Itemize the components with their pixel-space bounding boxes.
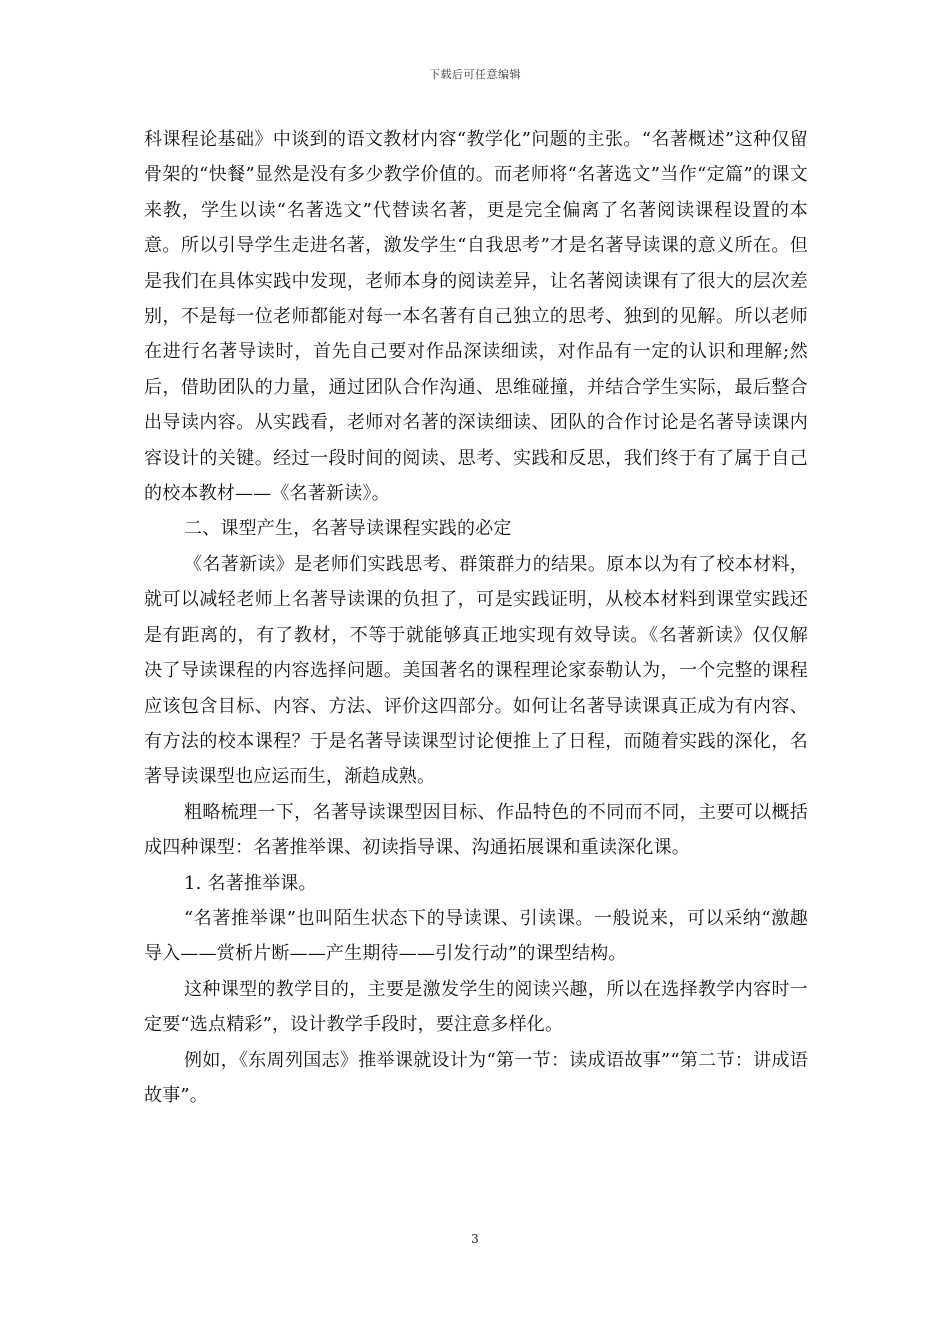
- paragraph: 《名著新读》是老师们实践思考、群策群力的结果。原本以为有了校本材料，就可以减轻老师上名著导读课的负担了，可是实践证明，从校本材料到课堂实践还是有距离的，有了教材，不等于就能够真正地实现有效导读。《名著新读》仅仅解决了导读课程的内容选择问题。美国著名的课程理论家泰勒认为，一个完整的课程应该包含目标、内容、方法、评价这四部分。如何让名著导读课真正成为有内容、有方法的校本课程？于是名著导读课型讨论便推上了日程，而随着实践的深化，名著导读课型也应运而生，渐趋成熟。: [144, 553, 808, 788]
- body-text: [144, 122, 808, 1113]
- paragraph: 这种课型的教学目的，主要是激发学生的阅读兴趣，所以在选择教学内容时一定要“选点精彩”，设计教学手段时，要注意多样化。: [144, 978, 808, 1036]
- paragraph: 粗略梳理一下，名著导读课型因目标、作品特色的不同而不同，主要可以概括成四种课型：名著推举课、初读指导课、沟通拓展课和重读深化课。: [144, 801, 808, 859]
- page-number: 3: [471, 1232, 479, 1246]
- paragraph-continuation: 科课程论基础》中谈到的语文教材内容“教学化”问题的主张。“名著概述”这种仅留骨架的“快餐”显然是没有多少教学价值的。而老师将“名著选文”当作“定篇”的课文来教，学生以读“名著选文”代替读名著，更是完全偏离了名著阅读课程设置的本意。所以引导学生走进名著，激发学生“自我思考”才是名著导读课的意义所在。但是我们在具体实践中发现，老师本身的阅读差异，让名著阅读课有了很大的层次差别，不是每一位老师都能对每一本名著有自己独立的思考、独到的见解。所以老师在进行名著导读时，首先自己要对作品深读细读，对作品有一定的认识和理解;然后，借助团队的力量，通过团队合作沟通、思维碰撞，并结合学生实际，最后整合出导读内容。从实践看，老师对名著的深读细读、团队的合作讨论是名著导读课内容设计的关键。经过一段时间的阅读、思考、实践和反思，我们终于有了属于自己的校本教材——《名著新读》。: [144, 129, 808, 505]
- paragraph: “名著推举课”也叫陌生状态下的导读课、引读课。一般说来，可以采纳“激趣导入——赏析片断——产生期待——引发行动”的课型结构。: [144, 907, 808, 965]
- page-header: 下载后可任意编辑: [429, 68, 521, 81]
- paragraph: 例如，《东周列国志》推举课就设计为“第一节：读成语故事”“第二节：讲成语故事”。: [144, 1049, 808, 1106]
- subsection-heading: 1. 名著推举课。: [184, 872, 317, 894]
- section-heading: 二、课型产生，名著导读课程实践的必定: [184, 518, 512, 540]
